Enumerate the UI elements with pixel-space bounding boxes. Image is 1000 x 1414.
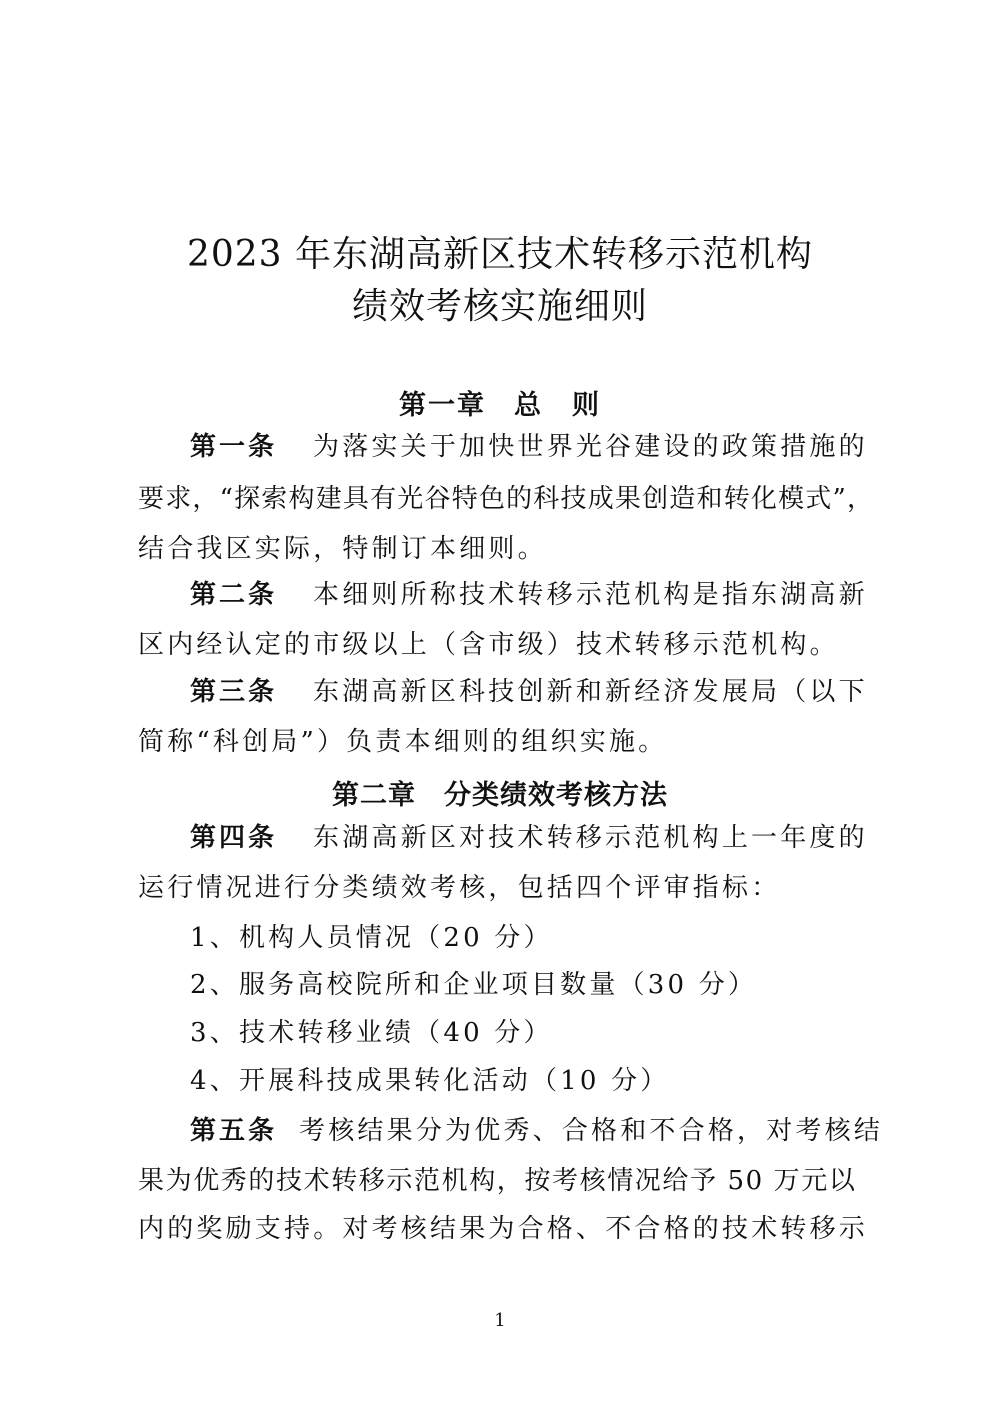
chapter-1-heading [0, 383, 1000, 422]
article-5-label: 第五条 [190, 1116, 278, 1146]
article-3-line-1: 第三条 东湖高新区科技创新和新经济发展局（以下 [190, 677, 868, 707]
article-4-label: 第四条 [190, 823, 278, 853]
article-1-line-1: 第一条 为落实关于加快世界光谷建设的政策措施的 [190, 432, 868, 462]
article-2-line-1: 第二条 本细则所称技术转移示范机构是指东湖高新 [190, 580, 868, 610]
document-title-line-2: 绩效考核实施细则 [351, 286, 648, 327]
chapter-2-label: 第二章 [332, 780, 416, 811]
chapter-1-name: 总 则 [514, 390, 601, 421]
list-item: 2、服务高校院所和企业项目数量（30 分） [190, 970, 758, 1000]
article-3-label: 第三条 [190, 677, 278, 707]
article-2-line-2: 区内经认定的市级以上（含市级）技术转移示范机构。 [138, 630, 839, 660]
article-2-label: 第二条 [190, 580, 278, 610]
article-5-line-3: 内的奖励支持。对考核结果为合格、不合格的技术转移示 [138, 1214, 869, 1244]
article-5-line-2: 果为优秀的技术转移示范机构，按考核情况给予 50 万元以 [138, 1166, 857, 1196]
chapter-2-heading [0, 773, 1000, 812]
list-item: 4、开展科技成果转化活动（10 分） [190, 1066, 670, 1096]
article-1-label: 第一条 [190, 432, 278, 462]
article-4-line-1: 第四条 东湖高新区对技术转移示范机构上一年度的 [190, 823, 868, 853]
list-item: 3、技术转移业绩（40 分） [190, 1018, 553, 1048]
article-1-line-2: 要求，“探索构建具有光谷特色的科技成果创造和转化模式”， [138, 484, 875, 514]
document-title-line-1: 2023 年东湖高新区技术转移示范机构 [186, 234, 814, 275]
chapter-2-name: 分类绩效考核方法 [444, 780, 668, 811]
article-1-line-3: 结合我区实际，特制订本细则。 [138, 534, 547, 564]
article-3-line-2: 简称“科创局”）负责本细则的组织实施。 [138, 727, 668, 757]
page-number: 1 [494, 1310, 506, 1331]
chapter-1-label: 第一章 [399, 390, 486, 421]
list-item: 1、机构人员情况（20 分） [190, 923, 553, 953]
article-4-line-2: 运行情况进行分类绩效考核，包括四个评审指标： [138, 873, 781, 903]
article-5-line-1: 第五条 考核结果分为优秀、合格和不合格，对考核结 [190, 1116, 884, 1146]
